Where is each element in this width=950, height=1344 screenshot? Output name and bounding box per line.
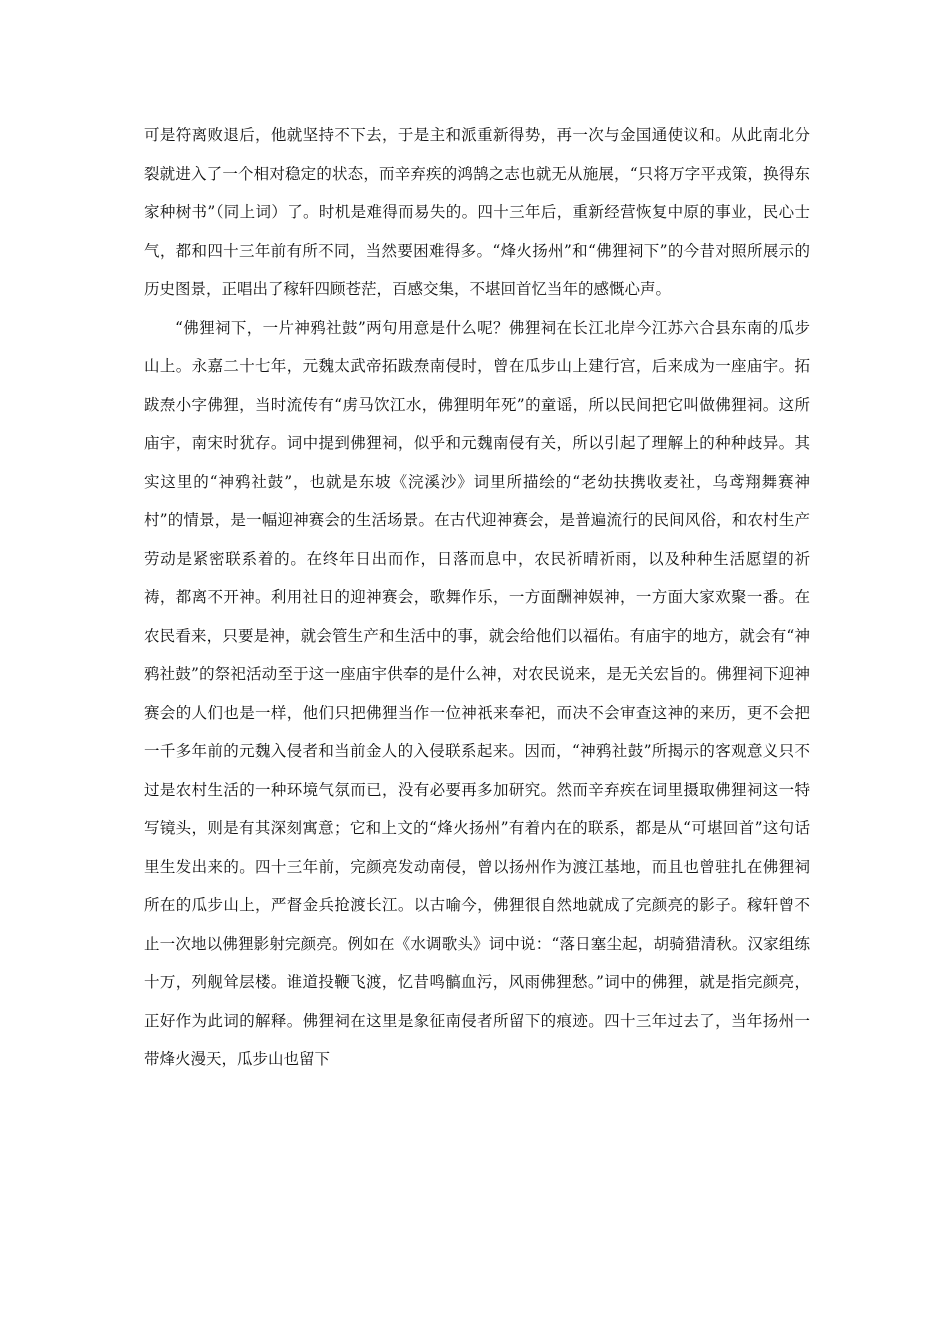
paragraph-2: “佛狸祠下，一片神鸦社鼓”两句用意是什么呢？佛狸祠在长江北岸今江苏六合县东南的瓜步山上。永嘉二十七年，元魏太武帝拓跋焘南侵时，曾在瓜步山上建行宫，后来成为一座庙宇。拓跋焘小字佛狸，当时流传有“虏马饮江水，佛狸明年死”的童谣，所以民间把它叫做佛狸祠。这所庙宇，南宋时犹存。词中提到佛狸祠，似乎和元魏南侵有关，所以引起了理解上的种种歧异。其实这里的“神鸦社鼓”，也就是东坡《浣溪沙》词里所描绘的“老幼扶携收麦社，乌鸢翔舞赛神村”的情景，是一幅迎神赛会的生活场景。在古代迎神赛会，是普遍流行的民间风俗，和农村生产劳动是紧密联系着的。在终年日出而作，日落而息中，农民祈晴祈雨，以及种种生活愿望的祈祷，都离不开神。利用社日的迎神赛会，歌舞作乐，一方面酬神娱神，一方面大家欢聚一番。在农民看来，只要是神，就会管生产和生活中的事，就会给他们以福佑。有庙宇的地方，就会有“神鸦社鼓”的祭祀活动至于这一座庙宇供奉的是什么神，对农民说来，是无关宏旨的。佛狸祠下迎神赛会的人们也是一样，他们只把佛狸当作一位神祇来奉祀，而决不会审查这神的来历，更不会把一千多年前的元魏入侵者和当前金人的入侵联系起来。因而，“神鸦社鼓”所揭示的客观意义只不过是农村生活的一种环境气氛而已，没有必要再多加研究。然而辛弃疾在词里摄取佛狸祠这一特写镜头，则是有其深刻寓意；它和上文的“烽火扬州”有着内在的联系，都是从“可堪回首”这句话里生发出来的。四十三年前，完颜亮发动南侵，曾以扬州作为渡江基地，而且也曾驻扎在佛狸祠所在的瓜步山上，严督金兵抢渡长江。以古喻今，佛狸很自然地就成了完颜亮的影子。稼轩曾不止一次地以佛狸影射完颜亮。例如在《水调歌头》词中说：“落日塞尘起，胡骑猎清秋。汉家组练十万，列舰耸层楼。谁道投鞭飞渡，忆昔鸣髇血污，风雨佛狸愁。”词中的佛狸，就是指完颜亮，正好作为此词的解释。佛狸祠在这里是象征南侵者所留下的痕迹。四十三年过去了，当年扬州一带烽火漫天，瓜步山也留下 — [144, 318, 810, 1068]
document-page — [144, 116, 810, 1079]
paragraph-1: 可是符离败退后，他就坚持不下去，于是主和派重新得势，再一次与金国通使议和。从此南北分裂就进入了一个相对稳定的状态，而辛弃疾的鸿鹄之志也就无从施展，“只将万字平戎策，换得东家种树书”（同上词）了。时机是难得而易失的。四十三年后，重新经营恢复中原的事业，民心士气，都和四十三年前有所不同，当然要困难得多。“烽火扬州”和“佛狸祠下”的今昔对照所展示的历史图景，正唱出了稼轩四顾苍茫，百感交集，不堪回首忆当年的感慨心声。 — [144, 126, 810, 298]
